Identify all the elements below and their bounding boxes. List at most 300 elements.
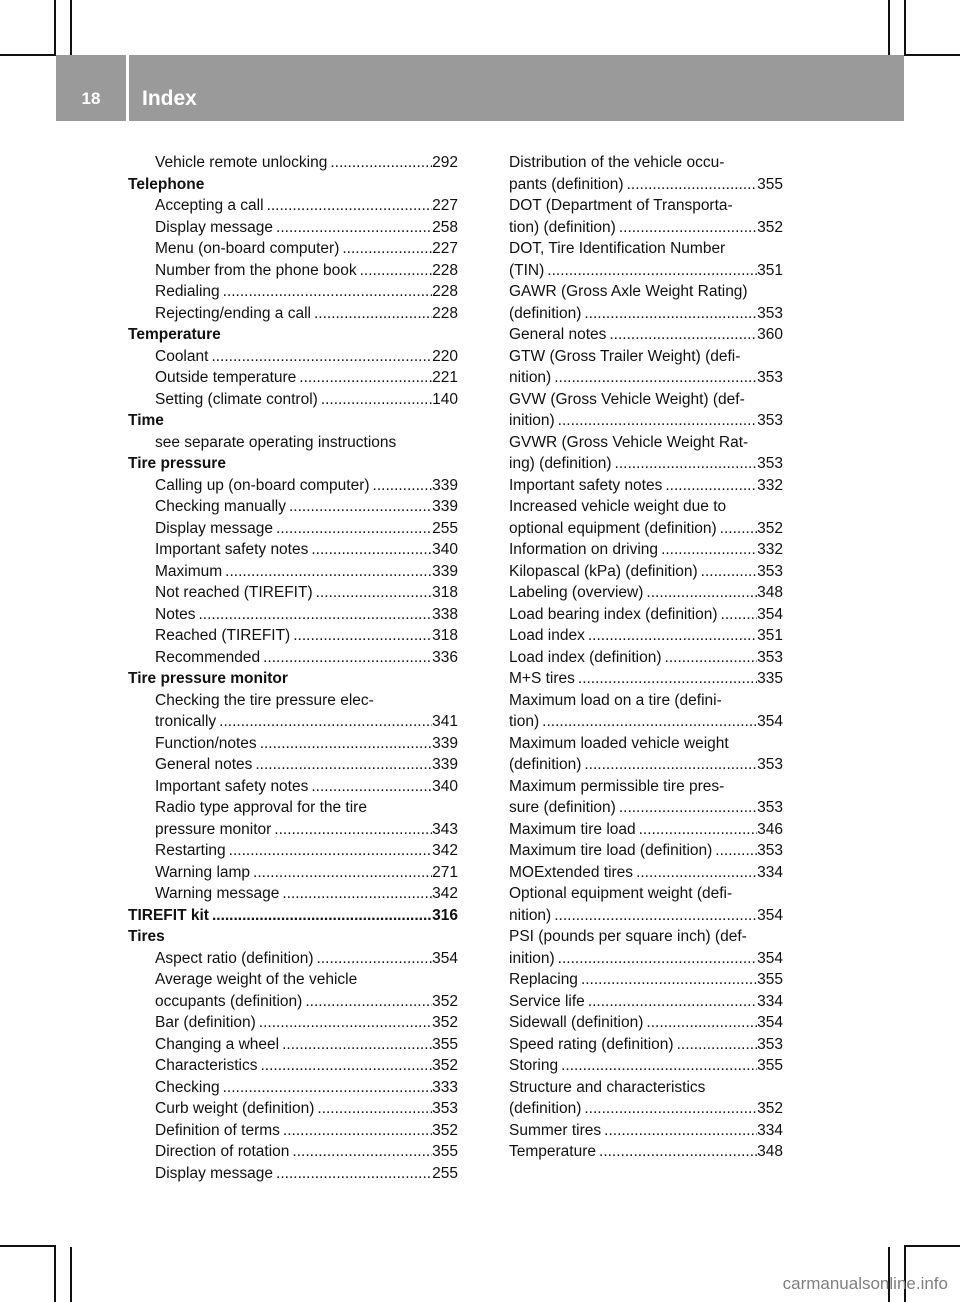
entry-text: Vehicle remote unlocking <box>155 154 328 171</box>
entry-text: Optional equipment weight (defi- <box>509 885 733 902</box>
index-column-right <box>509 152 783 1163</box>
entry-page-number: 220 <box>432 347 458 365</box>
index-entry <box>509 711 783 733</box>
dot-leader <box>612 453 758 475</box>
dot-leader <box>544 260 757 282</box>
entry-text: GTW (Gross Trailer Weight) (defi- <box>509 347 741 365</box>
entry-page-number: 353 <box>757 562 783 580</box>
index-entry <box>509 1098 783 1120</box>
index-entry <box>509 238 783 260</box>
entry-page-number: 255 <box>432 519 458 537</box>
entry-page-number: 227 <box>432 197 458 214</box>
dot-leader <box>555 948 757 970</box>
index-entry <box>509 518 783 540</box>
entry-text: Load index <box>509 627 585 644</box>
entry-text: Reached (TIREFIT) <box>155 627 291 644</box>
entry-text: Temperature <box>509 1143 597 1160</box>
crop-mark <box>904 0 906 56</box>
index-entry <box>509 260 783 282</box>
index-entry <box>128 1034 458 1056</box>
index-entry <box>509 152 783 174</box>
entry-text: Maximum loaded vehicle weight <box>509 734 729 752</box>
entry-page-number: 355 <box>757 1057 783 1074</box>
entry-text: tion) (definition) <box>509 218 616 236</box>
entry-page-number: 336 <box>432 648 458 666</box>
entry-text: tion) <box>509 713 540 730</box>
entry-text: see separate operating instructions <box>155 433 397 451</box>
entry-page-number: 352 <box>757 519 783 537</box>
entry-text: Storing <box>509 1057 559 1074</box>
entry-page-number: 355 <box>757 175 783 193</box>
dot-leader <box>555 410 757 432</box>
entry-text: Increased vehicle weight due to <box>509 498 727 515</box>
entry-text: (definition) <box>509 756 582 773</box>
entry-text: Kilopascal (kPa) (definition) <box>509 562 698 580</box>
index-entry <box>128 238 458 260</box>
index-entry <box>509 905 783 927</box>
dot-leader <box>273 518 432 540</box>
index-heading <box>128 410 458 432</box>
dot-leader <box>314 948 433 970</box>
index-entry <box>509 303 783 325</box>
index-heading <box>128 324 458 346</box>
entry-page-number: 338 <box>432 605 458 623</box>
entry-text: Display message <box>155 1164 274 1182</box>
entry-page-number: 221 <box>432 369 458 386</box>
entry-text: Checking <box>155 1078 220 1096</box>
dot-leader <box>578 969 757 991</box>
index-entry <box>128 1120 458 1142</box>
entry-page-number: 352 <box>432 1014 458 1031</box>
entry-text: nition) <box>509 369 552 386</box>
entry-text: Tire pressure <box>128 455 226 472</box>
dot-leader <box>280 1120 432 1142</box>
dot-leader <box>209 905 432 927</box>
dot-leader <box>643 1012 757 1034</box>
entry-text: TIREFIT kit <box>128 906 209 924</box>
dot-leader <box>220 1077 433 1099</box>
index-entry <box>128 1098 458 1120</box>
index-heading <box>128 453 458 475</box>
entry-page-number: 292 <box>432 154 458 171</box>
dot-leader <box>327 152 432 174</box>
dot-leader <box>581 1098 757 1120</box>
dot-leader <box>357 260 433 282</box>
crop-mark <box>888 0 890 55</box>
entry-page-number: 228 <box>432 261 458 279</box>
index-heading <box>128 668 458 690</box>
index-entry <box>509 1012 783 1034</box>
index-column-left <box>128 152 458 1184</box>
entry-text: (definition) <box>509 1100 582 1117</box>
dot-leader <box>698 561 757 583</box>
entry-page-number: 360 <box>757 326 783 343</box>
dot-leader <box>662 647 758 669</box>
dot-leader <box>308 539 432 561</box>
entry-page-number: 346 <box>757 820 783 838</box>
entry-text: Time <box>128 412 164 429</box>
entry-page-number: 341 <box>432 713 458 730</box>
index-entry <box>128 1012 458 1034</box>
entry-page-number: 258 <box>432 218 458 236</box>
entry-text: nition) <box>509 906 552 924</box>
entry-page-number: 339 <box>432 734 458 752</box>
entry-page-number: 339 <box>432 476 458 494</box>
entry-text: GVWR (Gross Vehicle Weight Rat- <box>509 433 749 451</box>
index-entry <box>128 776 458 798</box>
entry-page-number: 271 <box>432 863 458 881</box>
entry-text: Definition of terms <box>155 1121 280 1139</box>
entry-text: M+S tires <box>509 670 575 687</box>
index-entry <box>509 367 783 389</box>
index-entry <box>509 647 783 669</box>
entry-page-number: 355 <box>432 1143 458 1160</box>
entry-page-number: 353 <box>757 799 783 816</box>
dot-leader <box>674 1034 758 1056</box>
dot-leader <box>339 238 432 260</box>
index-entry <box>128 647 458 669</box>
entry-page-number: 353 <box>757 842 783 859</box>
index-entry <box>128 432 458 454</box>
entry-page-number: 351 <box>757 627 783 644</box>
entry-text: Checking manually <box>155 498 286 515</box>
index-entry <box>509 883 783 905</box>
dot-leader <box>633 862 757 884</box>
entry-page-number: 355 <box>432 1035 458 1053</box>
dot-leader <box>318 389 432 411</box>
entry-text: Temperature <box>128 326 221 343</box>
index-entry <box>128 389 458 411</box>
entry-text: inition) <box>509 949 555 967</box>
index-entry <box>128 604 458 626</box>
entry-text: DOT, Tire Identification Number <box>509 240 726 257</box>
dot-leader <box>616 217 757 239</box>
entry-page-number: 332 <box>757 541 783 558</box>
entry-page-number: 318 <box>432 627 458 644</box>
entry-text: GVW (Gross Vehicle Weight) (def- <box>509 390 745 408</box>
index-entry <box>128 991 458 1013</box>
index-entry <box>509 840 783 862</box>
index-entry <box>509 926 783 948</box>
index-entry <box>509 668 783 690</box>
entry-text: pressure monitor <box>155 820 272 838</box>
dot-leader <box>222 561 432 583</box>
crop-mark <box>54 1245 56 1302</box>
entry-text: DOT (Department of Transporta- <box>509 197 733 214</box>
index-entry <box>509 389 783 411</box>
entry-page-number: 339 <box>432 498 458 515</box>
entry-text: Sidewall (definition) <box>509 1014 644 1031</box>
entry-text: Outside temperature <box>155 369 297 386</box>
index-entry <box>509 1141 783 1163</box>
entry-text: Maximum <box>155 562 223 580</box>
entry-text: Coolant <box>155 347 209 365</box>
dot-leader <box>596 1141 757 1163</box>
entry-page-number: 351 <box>757 261 783 279</box>
entry-page-number: 348 <box>757 1143 783 1160</box>
entry-page-number: 353 <box>757 1035 783 1053</box>
watermark: carmanualsonline.info <box>782 1274 948 1293</box>
index-entry <box>128 303 458 325</box>
dot-leader <box>643 582 757 604</box>
entry-text: Important safety notes <box>155 541 309 558</box>
entry-text: Service life <box>509 992 585 1010</box>
dot-leader <box>264 195 433 217</box>
index-entry <box>128 496 458 518</box>
index-entry <box>509 733 783 755</box>
dot-leader <box>273 217 432 239</box>
index-entry <box>509 539 783 561</box>
entry-page-number: 353 <box>432 1100 458 1117</box>
entry-text: Telephone <box>128 175 205 193</box>
dot-leader <box>606 324 757 346</box>
dot-leader <box>296 367 432 389</box>
index-entry <box>128 539 458 561</box>
page-header <box>56 55 904 121</box>
dot-leader <box>196 604 433 626</box>
index-entry <box>128 195 458 217</box>
entry-text: Distribution of the vehicle occu- <box>509 154 725 171</box>
index-entry <box>128 1163 458 1185</box>
index-entry <box>509 991 783 1013</box>
entry-text: Labeling (overview) <box>509 584 644 601</box>
entry-text: Load index (definition) <box>509 648 662 666</box>
entry-text: Maximum tire load (definition) <box>509 842 713 859</box>
entry-page-number: 353 <box>757 756 783 773</box>
dot-leader <box>289 1141 432 1163</box>
index-entry <box>509 582 783 604</box>
index-entry <box>509 797 783 819</box>
entry-page-number: 354 <box>757 949 783 967</box>
entry-text: Warning lamp <box>155 863 251 881</box>
entry-text: pants (definition) <box>509 175 624 193</box>
dot-leader <box>257 733 432 755</box>
entry-text: Information on driving <box>509 541 659 558</box>
entry-text: General notes <box>155 756 253 773</box>
index-entry <box>128 582 458 604</box>
crop-mark <box>54 0 56 56</box>
index-entry <box>509 1120 783 1142</box>
index-entry <box>509 625 783 647</box>
entry-page-number: 352 <box>432 1057 458 1074</box>
index-entry <box>509 862 783 884</box>
index-entry <box>128 948 458 970</box>
entry-text: Maximum load on a tire (defini- <box>509 691 722 709</box>
entry-page-number: 353 <box>757 369 783 386</box>
index-entry <box>128 1077 458 1099</box>
entry-text: Important safety notes <box>155 777 309 795</box>
dot-leader <box>260 647 432 669</box>
dot-leader <box>601 1120 757 1142</box>
entry-text: tronically <box>155 713 217 730</box>
entry-text: Maximum permissible tire pres- <box>509 777 725 795</box>
index-entry <box>509 561 783 583</box>
entry-text: Aspect ratio (definition) <box>155 949 314 967</box>
crop-mark <box>70 0 72 55</box>
entry-text: Not reached (TIREFIT) <box>155 584 313 601</box>
index-entry <box>128 152 458 174</box>
entry-page-number: 352 <box>757 218 783 236</box>
dot-leader <box>279 883 432 905</box>
dot-leader <box>302 991 432 1013</box>
crop-mark <box>904 1245 960 1247</box>
index-heading <box>128 926 458 948</box>
dot-leader <box>718 604 758 626</box>
entry-page-number: 342 <box>432 885 458 902</box>
dot-leader <box>624 174 758 196</box>
entry-text: MOExtended tires <box>509 863 634 881</box>
entry-page-number: 228 <box>432 304 458 322</box>
index-entry <box>509 281 783 303</box>
entry-text: Accepting a call <box>155 197 264 214</box>
index-entry <box>509 346 783 368</box>
entry-text: optional equipment (definition) <box>509 519 717 537</box>
dot-leader <box>208 346 432 368</box>
dot-leader <box>308 776 432 798</box>
index-entry <box>128 754 458 776</box>
entry-text: Replacing <box>509 971 578 988</box>
index-entry <box>509 174 783 196</box>
index-entry <box>128 840 458 862</box>
index-entry <box>509 410 783 432</box>
entry-page-number: 354 <box>757 1014 783 1031</box>
entry-text: General notes <box>509 326 607 343</box>
entry-page-number: 140 <box>432 390 458 408</box>
dot-leader <box>712 840 757 862</box>
index-entry <box>128 475 458 497</box>
entry-text: Tires <box>128 928 165 945</box>
entry-page-number: 318 <box>432 584 458 601</box>
entry-text: Important safety notes <box>509 476 663 494</box>
entry-text: Display message <box>155 218 274 236</box>
index-entry <box>509 1077 783 1099</box>
index-entry <box>509 819 783 841</box>
index-entry <box>128 711 458 733</box>
dot-leader <box>279 1034 432 1056</box>
header-divider <box>126 55 129 121</box>
dot-leader <box>616 797 757 819</box>
entry-text: PSI (pounds per square inch) (def- <box>509 928 747 945</box>
entry-text: Curb weight (definition) <box>155 1100 315 1117</box>
entry-text: Calling up (on-board computer) <box>155 476 370 494</box>
index-entry <box>509 432 783 454</box>
index-entry <box>509 690 783 712</box>
entry-text: Maximum tire load <box>509 820 636 838</box>
entry-page-number: 353 <box>757 304 783 322</box>
entry-text: Warning message <box>155 885 280 902</box>
crop-mark <box>904 54 960 56</box>
dot-leader <box>581 754 757 776</box>
index-entry <box>509 324 783 346</box>
index-entry <box>509 1055 783 1077</box>
dot-leader <box>551 905 757 927</box>
entry-text: Direction of rotation <box>155 1143 290 1160</box>
dot-leader <box>717 518 757 540</box>
entry-text: Structure and characteristics <box>509 1078 706 1096</box>
dot-leader <box>258 1055 433 1077</box>
entry-text: Bar (definition) <box>155 1014 256 1031</box>
dot-leader <box>220 281 432 303</box>
entry-text: (definition) <box>509 304 582 322</box>
index-entry <box>509 453 783 475</box>
entry-text: Notes <box>155 605 196 623</box>
index-entry <box>128 561 458 583</box>
entry-page-number: 335 <box>757 670 783 687</box>
entry-page-number: 348 <box>757 584 783 601</box>
entry-page-number: 228 <box>432 283 458 300</box>
entry-text: Display message <box>155 519 274 537</box>
entry-page-number: 334 <box>757 863 783 881</box>
entry-page-number: 339 <box>432 756 458 773</box>
dot-leader <box>271 819 432 841</box>
entry-text: Number from the phone book <box>155 261 357 279</box>
index-entry <box>509 475 783 497</box>
index-entry <box>509 604 783 626</box>
entry-page-number: 354 <box>432 949 458 967</box>
entry-text: ing) (definition) <box>509 455 612 472</box>
dot-leader <box>226 840 432 862</box>
entry-page-number: 340 <box>432 777 458 795</box>
entry-page-number: 353 <box>757 455 783 472</box>
index-entry <box>509 1034 783 1056</box>
dot-leader <box>313 582 433 604</box>
entry-page-number: 343 <box>432 820 458 838</box>
entry-page-number: 334 <box>757 1121 783 1139</box>
entry-text: Setting (climate control) <box>155 390 318 408</box>
index-entry <box>128 1055 458 1077</box>
dot-leader <box>581 303 757 325</box>
entry-text: Rejecting/ending a call <box>155 304 311 322</box>
entry-text: sure (definition) <box>509 799 616 816</box>
entry-page-number: 339 <box>432 562 458 580</box>
index-entry <box>128 217 458 239</box>
dot-leader <box>558 1055 757 1077</box>
entry-page-number: 332 <box>757 476 783 494</box>
crop-mark <box>0 1245 56 1247</box>
entry-text: Radio type approval for the tire <box>155 799 367 816</box>
entry-text: GAWR (Gross Axle Weight Rating) <box>509 283 748 300</box>
index-entry <box>128 883 458 905</box>
entry-text: Speed rating (definition) <box>509 1035 674 1053</box>
entry-page-number: 354 <box>757 713 783 730</box>
index-entry <box>128 733 458 755</box>
entry-text: Changing a wheel <box>155 1035 280 1053</box>
entry-page-number: 352 <box>432 992 458 1010</box>
entry-page-number: 352 <box>432 1121 458 1139</box>
entry-page-number: 352 <box>757 1100 783 1117</box>
entry-page-number: 355 <box>757 971 783 988</box>
index-entry <box>128 969 458 991</box>
dot-leader <box>216 711 432 733</box>
index-entry <box>128 797 458 819</box>
entry-page-number: 353 <box>757 648 783 666</box>
entry-page-number: 333 <box>432 1078 458 1096</box>
index-entry <box>128 518 458 540</box>
index-entry <box>128 862 458 884</box>
dot-leader <box>585 991 757 1013</box>
dot-leader <box>551 367 757 389</box>
index-entry <box>128 819 458 841</box>
entry-page-number: 342 <box>432 842 458 859</box>
index-heading <box>128 905 458 927</box>
entry-text: Checking the tire pressure elec- <box>155 691 374 709</box>
index-entry <box>509 948 783 970</box>
dot-leader <box>636 819 758 841</box>
dot-leader <box>658 539 757 561</box>
index-entry <box>509 496 783 518</box>
index-entry <box>128 690 458 712</box>
dot-leader <box>575 668 757 690</box>
